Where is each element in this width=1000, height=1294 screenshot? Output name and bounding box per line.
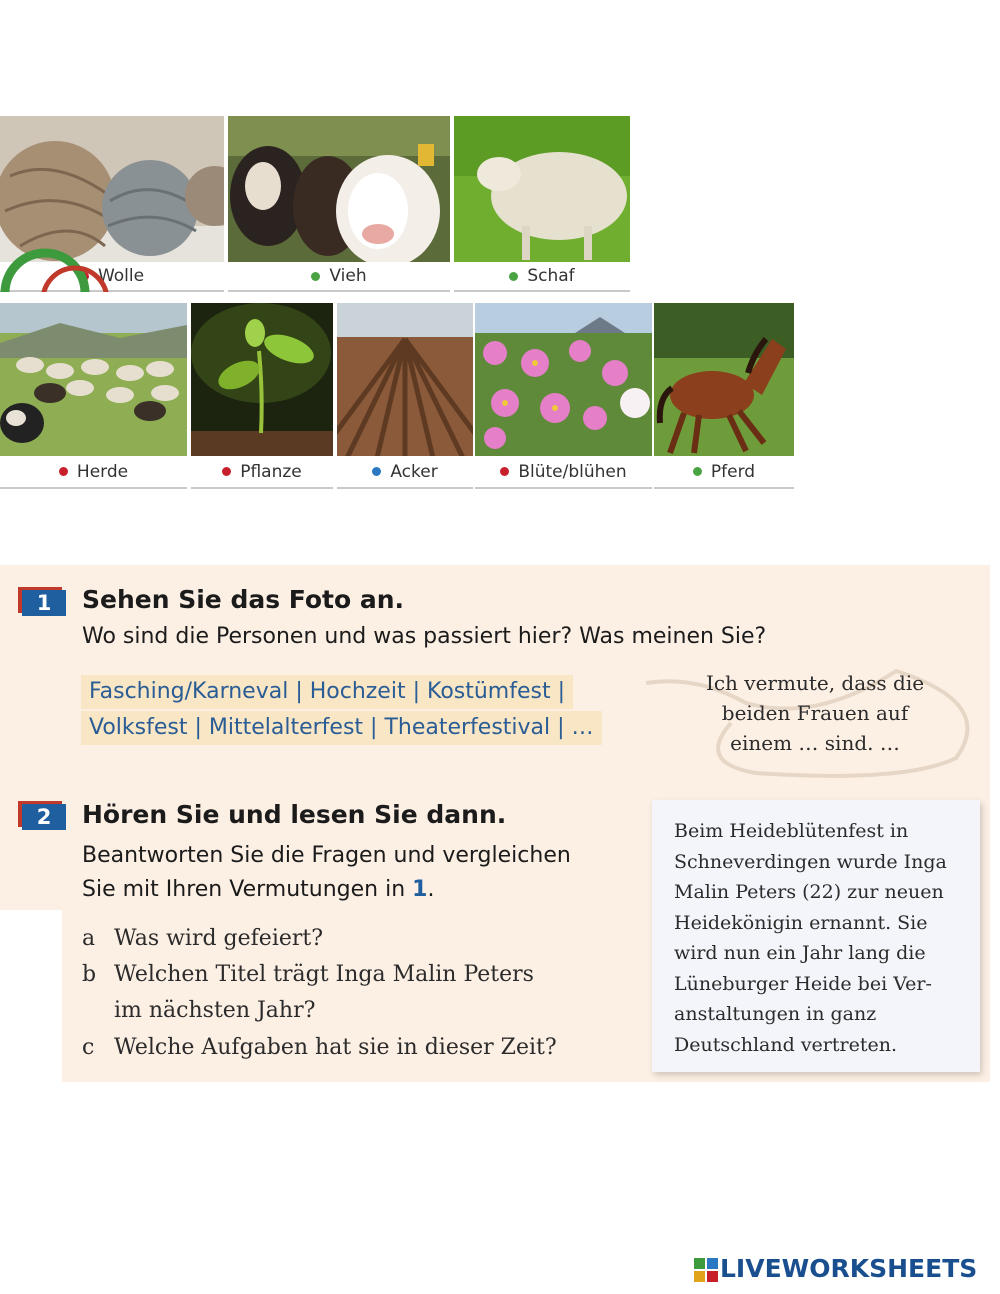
vocab-caption	[0, 456, 187, 489]
article-line: Heidekönigin ernannt. Sie	[674, 911, 928, 934]
exercise-2-instruction-1: Beantworten Sie die Fragen und vergleichen	[82, 843, 571, 868]
vocab-card-acker	[337, 303, 473, 489]
speech-bubble-text	[690, 668, 940, 758]
seedling-photo	[191, 303, 333, 458]
vocab-word: Vieh	[329, 266, 367, 286]
cattle-photo	[228, 116, 450, 264]
vocab-caption	[191, 456, 333, 489]
instruction-period: .	[427, 877, 435, 902]
field-photo	[337, 303, 473, 458]
gender-dot	[500, 467, 509, 476]
vocab-card-schaf	[454, 116, 630, 292]
question-b-continued	[114, 998, 315, 1023]
question-a	[82, 926, 323, 951]
exercise-number-1: 1	[22, 590, 66, 616]
vocab-caption	[475, 456, 652, 489]
vocab-card-wolle	[0, 116, 224, 292]
gender-dot	[311, 272, 320, 281]
horse-photo	[654, 303, 794, 458]
vocab-card-pferd	[654, 303, 794, 489]
exercise-reference: 1	[412, 877, 428, 902]
article-line: wird nun ein Jahr lang die	[674, 942, 926, 964]
vocab-card-vieh	[228, 116, 450, 292]
question-text: Was wird gefeiert?	[114, 926, 324, 951]
vocab-word: Blüte/blühen	[518, 461, 627, 482]
speech-line: beiden Frauen auf	[721, 701, 909, 725]
article-line: Deutschland vertreten.	[674, 1033, 897, 1056]
article-line: Lüneburger Heide bei Ver-	[674, 972, 932, 995]
question-b	[82, 962, 534, 987]
article-line: Beim Heideblütenfest in	[674, 820, 909, 842]
article-line: anstaltungen in ganz	[674, 1003, 877, 1025]
exercise-2-title: Hören Sie und lesen Sie dann.	[82, 800, 507, 829]
article-line: Schneverdingen wurde Inga	[674, 850, 947, 873]
gender-dot	[509, 272, 518, 281]
news-article-box	[652, 800, 980, 1072]
liveworksheets-logo-icon	[694, 1258, 718, 1282]
word-options-line-1: Fasching/Karneval | Hochzeit | Kostümfest |	[81, 675, 573, 709]
sheep-photo	[454, 116, 630, 264]
flowers-photo	[475, 303, 652, 458]
article-line: Malin Peters (22) zur neuen	[674, 881, 944, 903]
question-text: Welchen Titel trägt Inga Malin Peters	[114, 962, 534, 987]
question-text: Welche Aufgaben hat sie in dieser Zeit?	[114, 1035, 557, 1060]
vocab-caption	[454, 262, 630, 292]
exercise-1-question: Wo sind die Personen und was passiert hier? Was meinen Sie?	[82, 624, 767, 649]
speech-line: Ich vermute, dass die	[705, 671, 925, 695]
vocab-caption	[654, 456, 794, 489]
word-options-line-2: Volksfest | Mittelalterfest | Theaterfestival | …	[81, 711, 602, 745]
vocab-caption	[337, 456, 473, 489]
liveworksheets-logo-text: LIVEWORKSHEETS	[720, 1254, 978, 1283]
instruction-text: Sie mit Ihren Vermutungen in	[82, 877, 413, 902]
exercise-1-title: Sehen Sie das Foto an.	[82, 585, 405, 614]
question-text: im nächsten Jahr?	[114, 998, 316, 1023]
question-letter: a	[82, 926, 96, 951]
herd-photo	[0, 303, 187, 458]
gender-dot	[222, 467, 231, 476]
vocab-caption	[228, 262, 450, 292]
gender-dot	[693, 467, 702, 476]
yarn-balls-photo	[0, 116, 224, 264]
vocab-word: Pflanze	[240, 461, 302, 482]
vocab-card-pflanze	[191, 303, 333, 489]
question-c	[82, 1035, 557, 1060]
exercise-number-2: 2	[22, 804, 66, 830]
publisher-logo-icon	[0, 248, 110, 292]
gender-dot	[372, 467, 381, 476]
vocab-word: Schaf	[527, 266, 575, 286]
vocab-word: Pferd	[710, 461, 756, 482]
question-letter: b	[82, 962, 97, 987]
vocab-card-bluete	[475, 303, 652, 489]
vocab-word: Acker	[390, 461, 438, 482]
vocab-card-herde	[0, 303, 187, 489]
vocab-word: Wolle	[97, 266, 145, 286]
vocab-word: Herde	[76, 461, 129, 482]
question-letter: c	[82, 1035, 95, 1060]
gender-dot	[59, 467, 68, 476]
exercise-2-instruction-2	[82, 873, 434, 907]
speech-line: einem … sind. …	[730, 731, 900, 755]
